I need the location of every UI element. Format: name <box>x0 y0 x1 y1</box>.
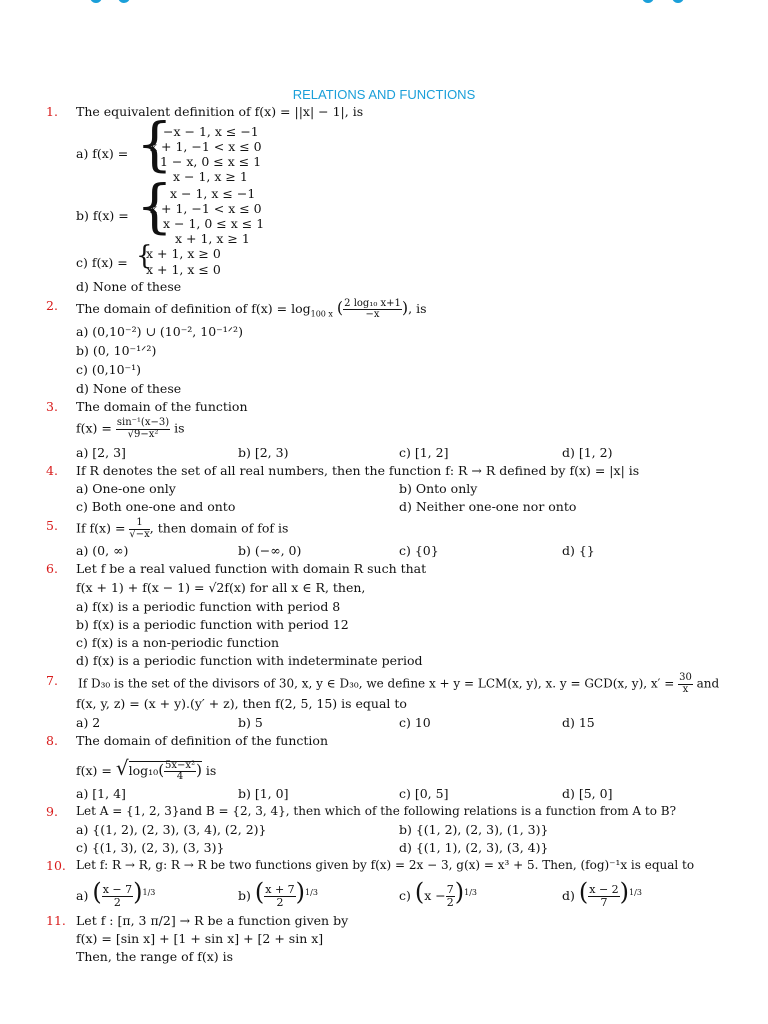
fraction: $\frac{\text{5x−x²}}{4}$ <box>165 759 196 782</box>
question-stem-line2: f(x, y, z) = (x + y).(y′ + z), then f(2, 5, 15) is equal to <box>76 696 407 711</box>
option-d: d) [1, 2) <box>562 445 613 460</box>
option-d: d) {} <box>562 543 595 558</box>
question-number: 8. <box>46 733 58 748</box>
option-c: c) [0, 5] <box>399 786 449 801</box>
option-c: c) {(1, 3), (2, 3), (3, 3)} <box>76 840 225 855</box>
left-brace: { <box>136 241 153 271</box>
question-stem: If D₃₀ is the set of the divisors of 30, x, y ∈ D₃₀, we define x + y = LCM(x, y), x. y = GCD(x, y), x′ = $\frac{30}{x}$ and <box>78 672 720 695</box>
question-number: 1. <box>46 104 58 119</box>
question-number: 2. <box>46 298 58 313</box>
option-d: d) f(x) is a periodic function with indeterminate period <box>76 653 423 668</box>
case-row: x + 1, −1 < x ≤ 0 <box>150 139 262 154</box>
question-number: 11. <box>46 913 66 928</box>
question-stem: The equivalent definition of f(x) = ||x| − 1|, is <box>76 104 364 119</box>
case-row: x − 1, x ≤ −1 <box>170 186 256 201</box>
fraction: $\frac{30}{x}$ <box>679 672 692 695</box>
case-row: x + 1, x ≥ 0 <box>146 246 221 261</box>
question-number: 3. <box>46 399 58 414</box>
question-stem-line2: f(x + 1) + f(x − 1) = √2f(x) for all x ∈ R, then, <box>76 580 366 595</box>
case-row: 1 − x, 0 ≤ x ≤ 1 <box>160 154 262 169</box>
header-decoration-right <box>642 0 654 3</box>
option-c: c) Both one-one and onto <box>76 499 236 514</box>
question-number: 4. <box>46 463 58 478</box>
option-a: a) [2, 3] <box>76 445 126 460</box>
option-c: c) (x − $\frac{7}{2}$ )$^{1/3}$ <box>399 878 477 909</box>
question-stem-line3: Then, the range of f(x) is <box>76 949 234 964</box>
question-number: 9. <box>46 804 58 819</box>
question-number: 7. <box>46 673 58 688</box>
option-d: d) [5, 0] <box>562 786 613 801</box>
case-row: x + 1, x ≤ 0 <box>146 262 221 277</box>
case-row: x − 1, x ≥ 1 <box>173 169 248 184</box>
fraction: $\frac{\text{sin⁻¹(x−3)}}{\text{√9−x²}}$ <box>116 417 170 440</box>
option-c: c) [1, 2] <box>399 445 449 460</box>
fraction: $\frac{1}{√-x}$ <box>129 517 150 540</box>
question-stem-line2: f(x) = [sin x] + [1 + sin x] + [2 + sin x] <box>76 931 324 946</box>
page-title: RELATIONS AND FUNCTIONS <box>292 87 476 102</box>
header-decoration-right-2 <box>672 0 684 3</box>
option-d: d) {(1, 1), (2, 3), (3, 4)} <box>399 840 549 855</box>
option-b: b) {(1, 2), (2, 3), (1, 3)} <box>399 822 549 837</box>
option-b: b) 5 <box>238 715 263 730</box>
function-definition: f(x) = √log₁₀( $\frac{\text{5x−x²}}{4}$ ) is <box>76 756 217 782</box>
question-stem: If f(x) = $\frac{1}{√-x}$ , then domain of fof is <box>76 517 289 540</box>
question-number: 10. <box>46 858 66 873</box>
question-stem: Let f: R → R, g: R → R be two functions given by f(x) = 2x − 3, g(x) = x³ + 5. Then, (fog)⁻¹x is equal to <box>76 858 695 872</box>
option-d: d) 15 <box>562 715 595 730</box>
option-d: d) None of these <box>76 381 182 396</box>
option-a: a) ( $\frac{x - 7}{2}$ )$^{1/3}$ <box>76 878 156 909</box>
case-row: −x − 1, x ≤ −1 <box>163 124 259 139</box>
option-a: a) (0, ∞) <box>76 543 129 558</box>
option-a: a) f(x) is a periodic function with period 8 <box>76 599 341 614</box>
header-decoration-left <box>90 0 102 3</box>
header-decoration-left-2 <box>118 0 130 3</box>
option-c-label: c) f(x) = <box>76 255 128 270</box>
option-a-label: a) f(x) = <box>76 146 129 161</box>
option-c: c) {0} <box>399 543 439 558</box>
question-stem: Let A = {1, 2, 3}and B = {2, 3, 4}, then which of the following relations is a function from A to B? <box>76 804 677 818</box>
case-row: x − 1, 0 ≤ x ≤ 1 <box>163 216 265 231</box>
option-c: c) f(x) is a non-periodic function <box>76 635 280 650</box>
option-c: c) 10 <box>399 715 431 730</box>
case-row: x + 1, −1 < x ≤ 0 <box>150 201 262 216</box>
question-stem: The domain of the function <box>76 399 248 414</box>
option-d: d) None of these <box>76 279 182 294</box>
question-number: 5. <box>46 518 58 533</box>
option-a: a) One-one only <box>76 481 176 496</box>
option-b: b) Onto only <box>399 481 478 496</box>
option-b: b) (−∞, 0) <box>238 543 302 558</box>
question-stem: If R denotes the set of all real numbers, then the function f: R → R defined by f(x) = |x| is <box>76 463 640 478</box>
question-stem: The domain of definition of the function <box>76 733 328 748</box>
function-definition: f(x) = $\frac{\text{sin⁻¹(x−3)}}{\text{√9−x²}}$ is <box>76 417 185 440</box>
case-row: x + 1, x ≥ 1 <box>175 231 250 246</box>
option-a: a) {(1, 2), (2, 3), (3, 4), (2, 2)} <box>76 822 267 837</box>
left-brace: { <box>136 110 173 178</box>
option-b: b) [2, 3) <box>238 445 289 460</box>
option-b: b) [1, 0] <box>238 786 289 801</box>
option-b: b) (0, 10⁻¹ᐟ²) <box>76 343 157 358</box>
option-a: a) 2 <box>76 715 101 730</box>
question-stem: The domain of definition of $f(x) = \log_{100 x}$ ( $\frac{\text{2 log₁₀ x+1}}{-x}$ ), is <box>76 297 427 320</box>
option-a: a) (0,10⁻²) ∪ (10⁻², 10⁻¹ᐟ²) <box>76 324 243 339</box>
question-stem: Let f : [π, 3 π/2] → R be a function given by <box>76 913 349 928</box>
left-brace: { <box>136 172 173 240</box>
option-b-label: b) f(x) = <box>76 208 129 223</box>
option-a: a) [1, 4] <box>76 786 126 801</box>
stem-text: The domain of definition of f(x) = log <box>76 301 311 316</box>
option-d: d) Neither one-one nor onto <box>399 499 577 514</box>
fraction: $\frac{\text{2 log₁₀ x+1}}{-x}$ <box>344 297 401 320</box>
option-c: c) (0,10⁻¹) <box>76 362 142 377</box>
option-b: b) f(x) is a periodic function with period 12 <box>76 617 349 632</box>
log-base: 100 x <box>310 309 333 319</box>
question-number: 6. <box>46 561 58 576</box>
option-d: d) ( $\frac{x - 2}{7}$ )$^{1/3}$ <box>562 878 642 909</box>
option-b: b) ( $\frac{x + 7}{2}$ )$^{1/3}$ <box>238 878 318 909</box>
question-stem: Let f be a real valued function with domain R such that <box>76 561 427 576</box>
